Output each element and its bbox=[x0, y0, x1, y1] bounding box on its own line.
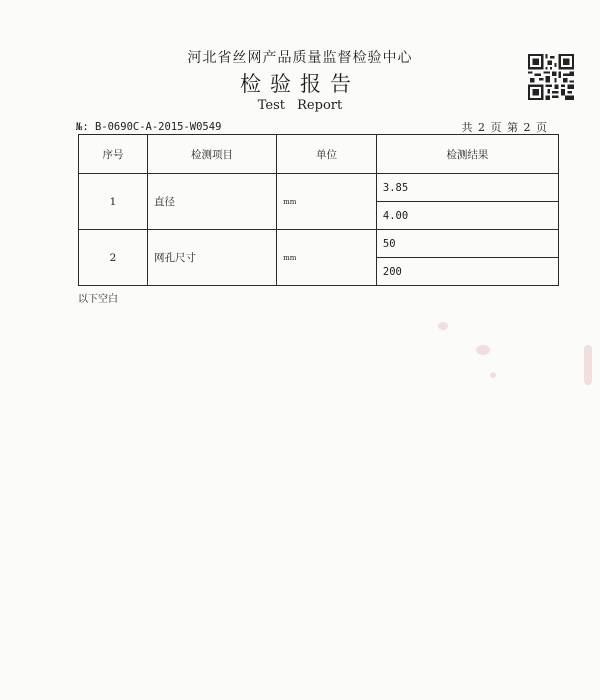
stamp-smudge bbox=[476, 345, 490, 355]
blank-below-note: 以下空白 bbox=[78, 294, 118, 305]
qr-code-icon bbox=[528, 54, 574, 100]
row-result: 3.85 bbox=[376, 174, 558, 202]
report-subtitle: Test Report bbox=[257, 98, 343, 113]
row-serial-no: 2 bbox=[79, 230, 148, 286]
header-unit: 单位 bbox=[277, 135, 377, 174]
table-header-row bbox=[79, 135, 559, 174]
table-row bbox=[79, 230, 559, 258]
header-test-result: 检测结果 bbox=[376, 135, 558, 174]
row-serial-no: 1 bbox=[79, 174, 148, 230]
header-serial-no: 序号 bbox=[79, 135, 148, 174]
header-test-item: 检测项目 bbox=[147, 135, 276, 174]
row-unit: mm bbox=[277, 230, 377, 286]
row-test-item: 网孔尺寸 bbox=[147, 230, 276, 286]
report-number: №: B-0690C-A-2015-W0549 bbox=[76, 121, 222, 133]
stamp-smudge bbox=[438, 322, 448, 330]
row-result: 50 bbox=[376, 230, 558, 258]
row-unit: mm bbox=[277, 174, 377, 230]
stamp-smudge bbox=[490, 372, 496, 378]
organization-name: 河北省丝网产品质量监督检验中心 bbox=[187, 50, 413, 66]
table-row bbox=[79, 174, 559, 202]
row-result: 200 bbox=[376, 258, 558, 286]
row-result: 4.00 bbox=[376, 202, 558, 230]
results-table bbox=[78, 134, 559, 286]
report-title: 检验报告 bbox=[240, 72, 360, 96]
stamp-smudge bbox=[584, 345, 592, 385]
row-test-item: 直径 bbox=[147, 174, 276, 230]
page-indicator: 共 2 页 第 2 页 bbox=[461, 121, 548, 134]
